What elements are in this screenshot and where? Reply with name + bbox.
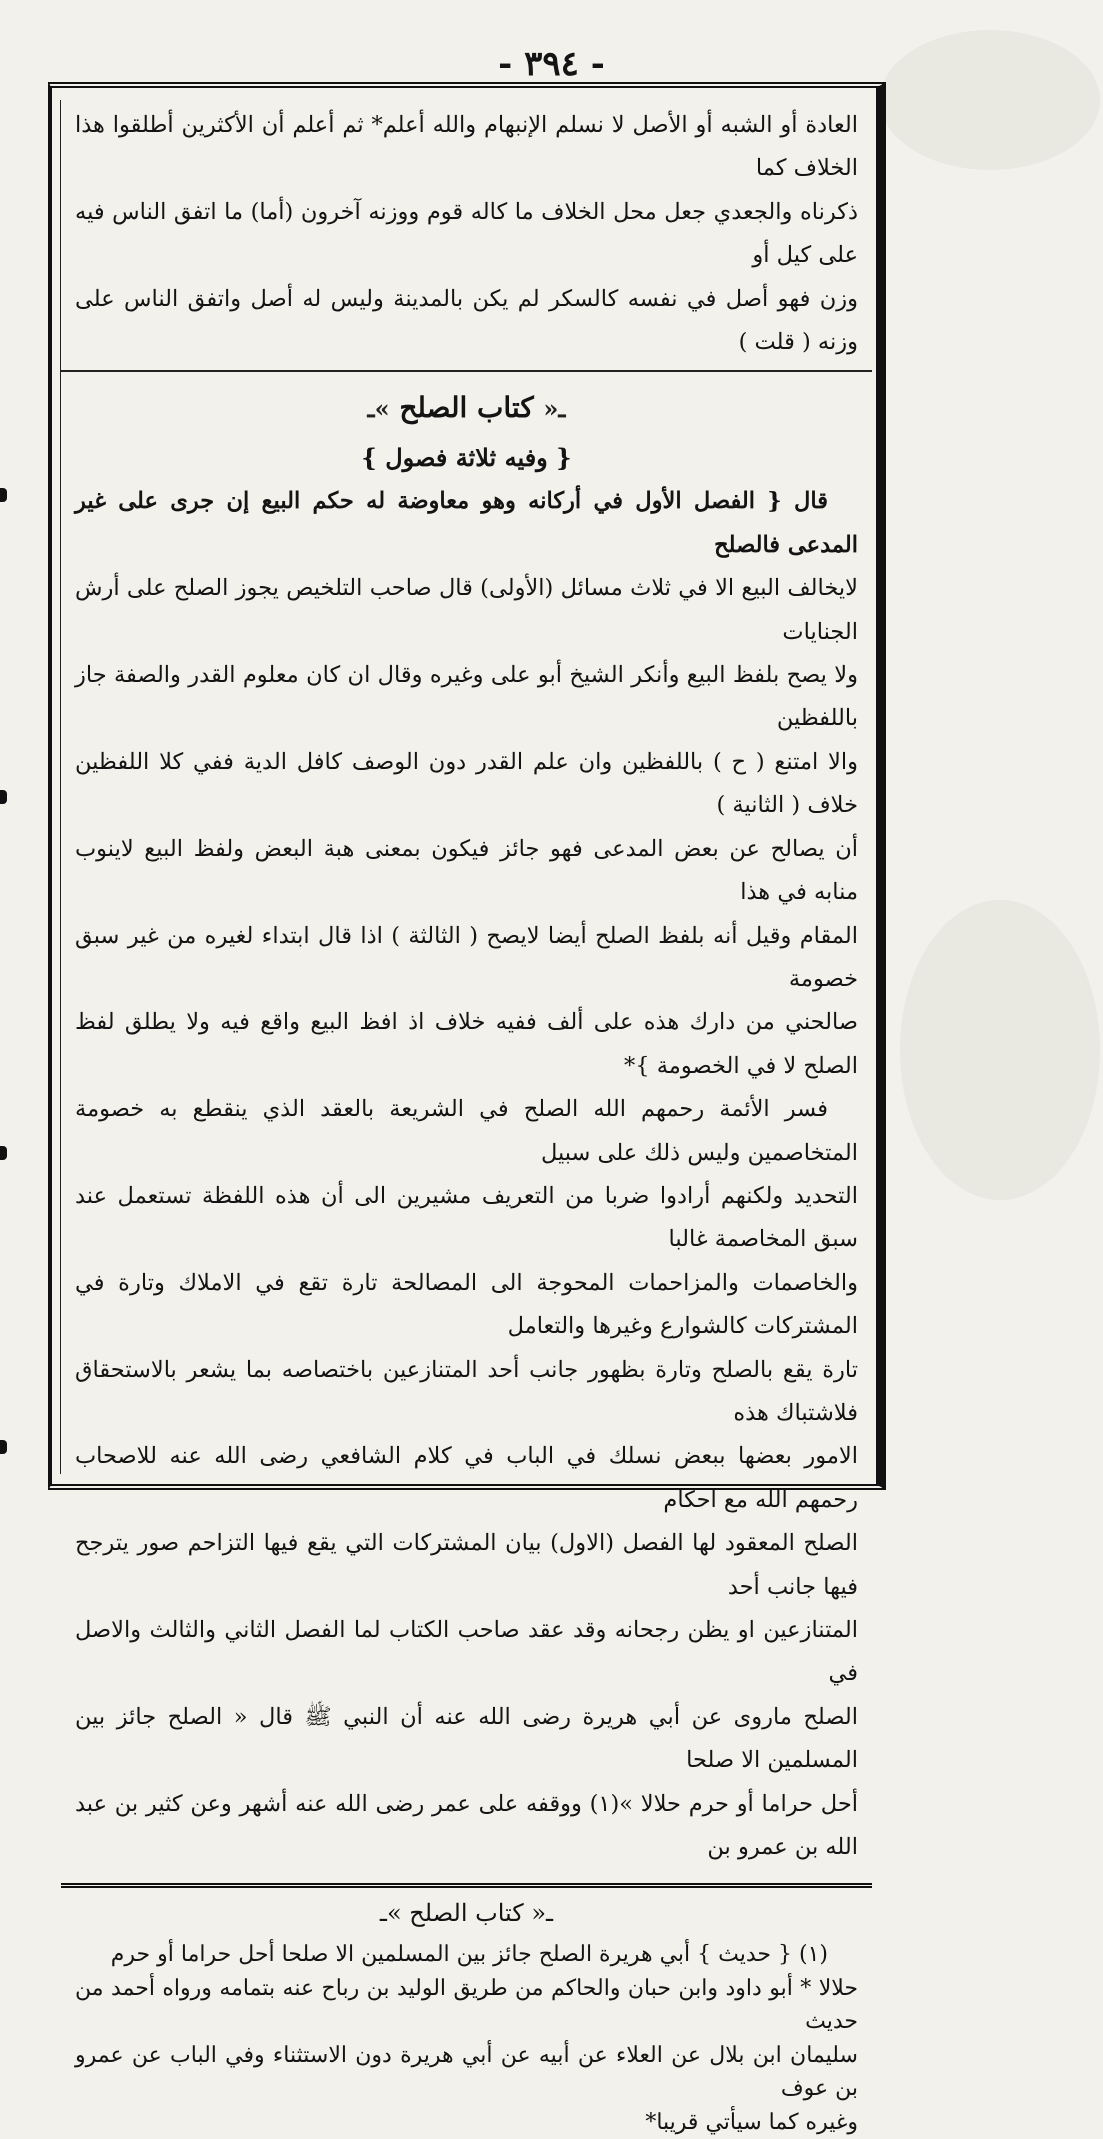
binding-mark <box>0 790 7 804</box>
binding-mark <box>0 488 7 502</box>
continuation-text <box>61 100 872 364</box>
footnote-line: حلالا * أبو داود وابن حبان والحاكم من طريق الوليد بن رباح عنه بتمامه ورواه أحمد من حديث <box>75 1975 858 2035</box>
footnote-line: سليمان ابن بلال عن العلاء عن أبيه عن أبي هريرة دون الاستثناء وفي الباب عن عمرو بن عوف <box>75 2042 858 2102</box>
binding-mark <box>0 1146 7 1160</box>
text-line: الامور بعضها ببعض نسلك في الباب في كلام الشافعي رضى الله عنه للاصحاب رحمهم الله مع احكام <box>75 1443 858 1513</box>
footnote-title <box>61 1888 872 1938</box>
text-line: أحل حراما أو حرم حلالا »(١) ووقفه على عمر رضى الله عنه أشهر وعن كثير بن عبد الله بن عمرو بن <box>75 1790 858 1861</box>
ornament-right-icon: »ـ <box>367 394 390 424</box>
text-line: أن يصالح عن بعض المدعى فهو جائز فيكون بمعنى هبة البعض ولفظ البيع لاينوب منابه في هذا <box>75 835 858 906</box>
page-number: - ٣٩٤ - <box>498 44 605 84</box>
ornament-left-icon: ـ« <box>543 394 566 424</box>
text-block <box>60 100 872 2135</box>
footnote-text <box>61 1938 872 2139</box>
text-line: الصلح ماروى عن أبي هريرة رضى الله عنه أن النبي ﷺ قال « الصلح جائز بين المسلمين الا صلحا <box>75 1703 858 1774</box>
footnote-line: (١) { حديث } أبي هريرة الصلح جائز بين المسلمين الا صلحا أحل حراما أو حرم <box>110 1942 828 1968</box>
text-line: والخاصمات والمزاحمات المحوجة الى المصالحة تارة تقع في الاملاك وتارة في المشتركات كالشوارع وغيرها والتعامل <box>75 1269 858 1340</box>
text-line: وزن فهو أصل في نفسه كالسكر لم يكن بالمدينة وليس له أصل واتفق الناس على وزنه ( قلت ) <box>75 285 858 356</box>
book-title-text: كتاب الصلح <box>399 391 534 425</box>
text-line: ولا يصح بلفظ البيع وأنكر الشيخ أبو على وغيره وقال ان كان معلوم القدر والصفة جاز باللفظين <box>75 662 858 732</box>
text-line: صالحني من دارك هذه على ألف ففيه خلاف اذ افظ البيع واقع فيه ولا يطلق لفظ الصلح لا في الخصومة }* <box>75 1009 858 1079</box>
text-line: تارة يقع بالصلح وتارة بظهور جانب أحد المتنازعين باختصاصه بما يشعر بالاستحقاق فلاشتباك هذه <box>75 1356 858 1426</box>
text-line: العادة أو الشبه أو الأصل لا نسلم الإنبهام والله أعلم* ثم أعلم أن الأكثرين أطلقوا هذا الخلاف كما <box>75 112 858 182</box>
text-line: لايخالف البيع الا في ثلاث مسائل (الأولى) قال صاحب التلخيص يجوز الصلح على أرش الجنايات <box>75 575 858 645</box>
text-line: التحديد ولكنهم أرادوا ضربا من التعريف مشيرين الى أن هذه اللفظة تستعمل عند سبق المخاصمة غالبا <box>75 1182 858 1253</box>
text-line: والا امتنع ( ح ) باللفظين وان علم القدر دون الوصف كافل الدية ففي كلا اللفظين خلاف ( الثانية ) <box>75 748 858 819</box>
text-line: المتنازعين او يظن رجحانه وقد عقد صاحب الكتاب لما الفصل الثاني والثالث والاصل في <box>75 1617 858 1687</box>
binding-mark <box>0 1440 7 1454</box>
ornament-left-icon: ـ« <box>531 1899 554 1928</box>
footnote <box>61 1888 872 2139</box>
footnote-line: وغيره كما سيأتي قريبا* <box>645 2109 858 2135</box>
section-divider <box>61 370 872 372</box>
text-line: ذكرناه والجعدي جعل محل الخلاف ما كاله قوم ووزنه آخرون (أما) ما اتفق الناس فيه على كيل أو <box>75 198 858 269</box>
page-frame <box>48 82 886 2135</box>
book-title <box>61 380 872 436</box>
paper-stain <box>900 900 1100 1200</box>
text-line: المقام وقيل أنه بلفظ الصلح أيضا لايصح ( الثالثة ) اذا قال ابتداء لغيره من غير سبق خصومة <box>75 922 858 992</box>
text-line: الصلح المعقود لها الفصل (الاول) بيان المشتركات التي يقع فيها التزاحم صور يترجح فيها جانب أحد <box>75 1530 858 1600</box>
text-line: فسر الأئمة رحمهم الله الصلح في الشريعة بالعقد الذي ينقطع به خصومة المتخاصمين وليس ذلك على سبيل <box>75 1096 858 1166</box>
sub-title: { وفيه ثلاثة فصول } <box>361 443 572 473</box>
text-line: قال { الفصل الأول في أركانه وهو معاوضة له حكم البيع إن جرى على غير المدعى فالصلح <box>75 488 858 558</box>
main-text <box>61 480 872 1869</box>
footnote-title-text: كتاب الصلح <box>409 1899 524 1928</box>
ornament-right-icon: »ـ <box>379 1899 402 1928</box>
